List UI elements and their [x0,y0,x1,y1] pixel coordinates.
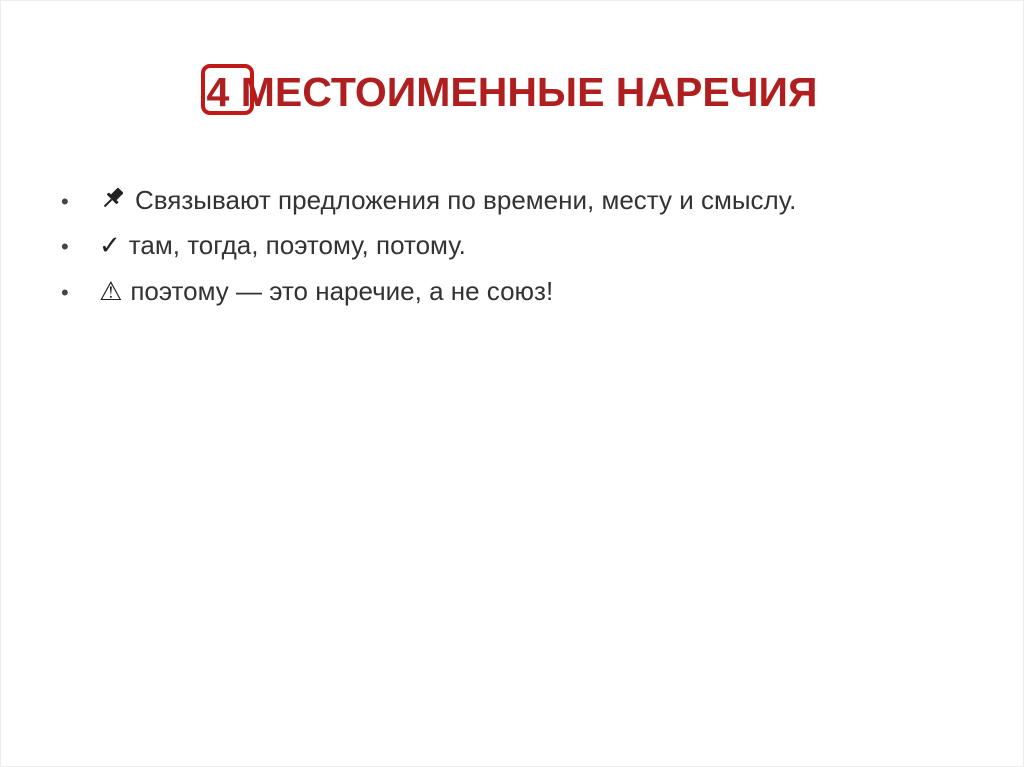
bullet-marker: • [61,234,69,259]
bullet-marker: • [61,189,69,214]
bullet-text: там, тогда, поэтому, потому. [128,230,466,260]
bullet-list [61,184,796,322]
pushpin-icon [99,184,127,216]
bullet-marker: • [61,280,69,305]
highlight-box [201,64,254,115]
bullet-item [61,184,796,230]
bullet-item [61,230,796,276]
title-text: МЕСТОИМЕННЫЕ НАРЕЧИЯ [240,69,818,115]
bullet-item [61,276,796,322]
title-number-wrapper [207,69,230,116]
title-number: 4 [206,69,230,115]
slide-title [1,69,1023,116]
bullet-text: Связывают предложения по времени, месту и смыслу. [135,185,797,215]
check-icon: ✓ [99,230,121,260]
bullet-text: поэтому — это наречие, а не союз! [130,276,554,306]
warning-icon: ⚠ [99,276,123,306]
